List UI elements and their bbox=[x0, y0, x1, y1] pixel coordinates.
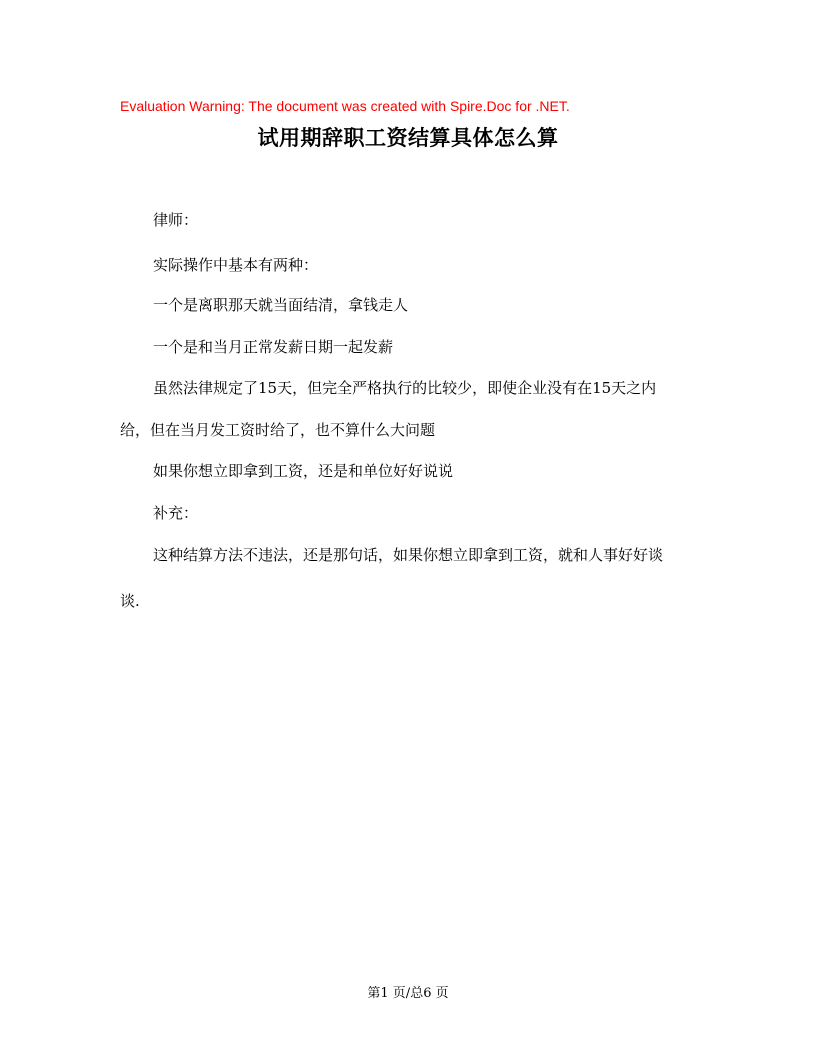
paragraph-supplement-line-2: 谈. bbox=[120, 592, 140, 610]
document-title: 试用期辞职工资结算具体怎么算 bbox=[257, 125, 559, 150]
paragraph-two-methods: 实际操作中基本有两种： bbox=[153, 256, 319, 274]
page-footer: 第1 页/总6 页 bbox=[367, 986, 449, 1001]
paragraph-method-two: 一个是和当月正常发薪日期一起发薪 bbox=[153, 338, 394, 356]
paragraph-supplement-label: 补充： bbox=[153, 504, 199, 522]
paragraph-method-one: 一个是离职那天就当面结清，拿钱走人 bbox=[153, 296, 409, 314]
paragraph-advice: 如果你想立即拿到工资，还是和单位好好说说 bbox=[153, 462, 454, 480]
paragraph-supplement-line-1: 这种结算方法不违法，还是那句话，如果你想立即拿到工资，就和人事好好谈 bbox=[153, 546, 664, 564]
paragraph-law-line-1: 虽然法律规定了15天，但完全严格执行的比较少，即使企业没有在15天之内 bbox=[153, 379, 657, 397]
paragraph-lawyer-label: 律师： bbox=[153, 211, 199, 229]
paragraph-law-line-2: 给，但在当月发工资时给了，也不算什么大问题 bbox=[120, 421, 436, 439]
evaluation-warning: Evaluation Warning: The document was created with Spire.Doc for .NET. bbox=[120, 98, 570, 114]
